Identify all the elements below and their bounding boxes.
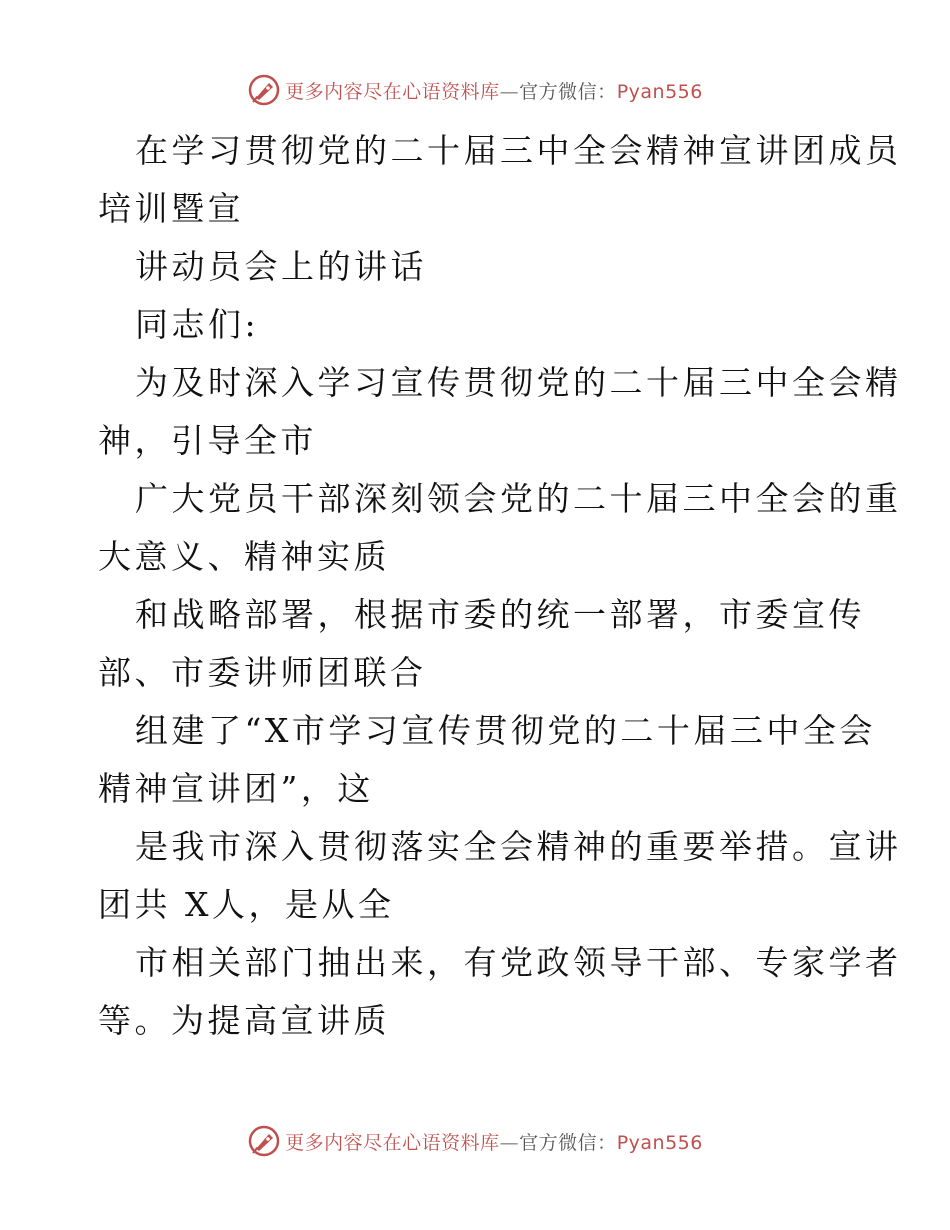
doc-text-line: 等。为提高宣讲质 — [98, 1001, 390, 1040]
banner-text — [285, 77, 703, 104]
footer-banner — [0, 1123, 950, 1159]
banner-wechat-label: 官方微信： — [519, 1131, 617, 1154]
doc-salutation: 同志们: — [135, 305, 260, 344]
doc-text-line: 大意义、精神实质 — [98, 537, 390, 576]
doc-text-line: 市相关部门抽出来，有党政领导干部、专家学者 — [135, 943, 902, 982]
doc-text-line: 团共 X人，是从全 — [98, 885, 395, 924]
header-banner — [0, 72, 950, 108]
doc-text-line: 是我市深入贯彻落实全会精神的重要举措。宣讲 — [135, 827, 902, 866]
banner-wechat-id: Pyan556 — [616, 80, 703, 103]
doc-text-line: 组建了“X市学习宣传贯彻党的二十届三中全会 — [135, 711, 876, 750]
doc-text-line: 精神宣讲团”，这 — [98, 769, 374, 808]
doc-text-line: 广大党员干部深刻领会党的二十届三中全会的重 — [135, 479, 902, 518]
pen-nib-logo-icon — [247, 1124, 281, 1158]
banner-dash: — — [499, 1131, 520, 1154]
doc-title-line-3: 讲动员会上的讲话 — [135, 247, 427, 286]
doc-text-line: 部、市委讲师团联合 — [98, 653, 427, 692]
doc-text-line: 为及时深入学习宣传贯彻党的二十届三中全会精 — [135, 363, 902, 402]
pen-nib-logo-icon — [247, 73, 281, 107]
doc-text-line: 神，引导全市 — [98, 421, 317, 460]
banner-dash: — — [499, 80, 520, 103]
doc-title-line-2: 培训暨宣 — [98, 189, 244, 228]
doc-text-line: 和战略部署，根据市委的统一部署，市委宣传 — [135, 595, 865, 634]
banner-site-text: 更多内容尽在心语资料库 — [285, 80, 500, 103]
banner-site-text: 更多内容尽在心语资料库 — [285, 1131, 500, 1154]
banner-text — [285, 1128, 703, 1155]
doc-title-line-1: 在学习贯彻党的二十届三中全会精神宣讲团成员 — [135, 131, 902, 170]
banner-wechat-label: 官方微信： — [519, 80, 617, 103]
banner-wechat-id: Pyan556 — [616, 1131, 703, 1154]
document-body — [98, 122, 902, 1050]
